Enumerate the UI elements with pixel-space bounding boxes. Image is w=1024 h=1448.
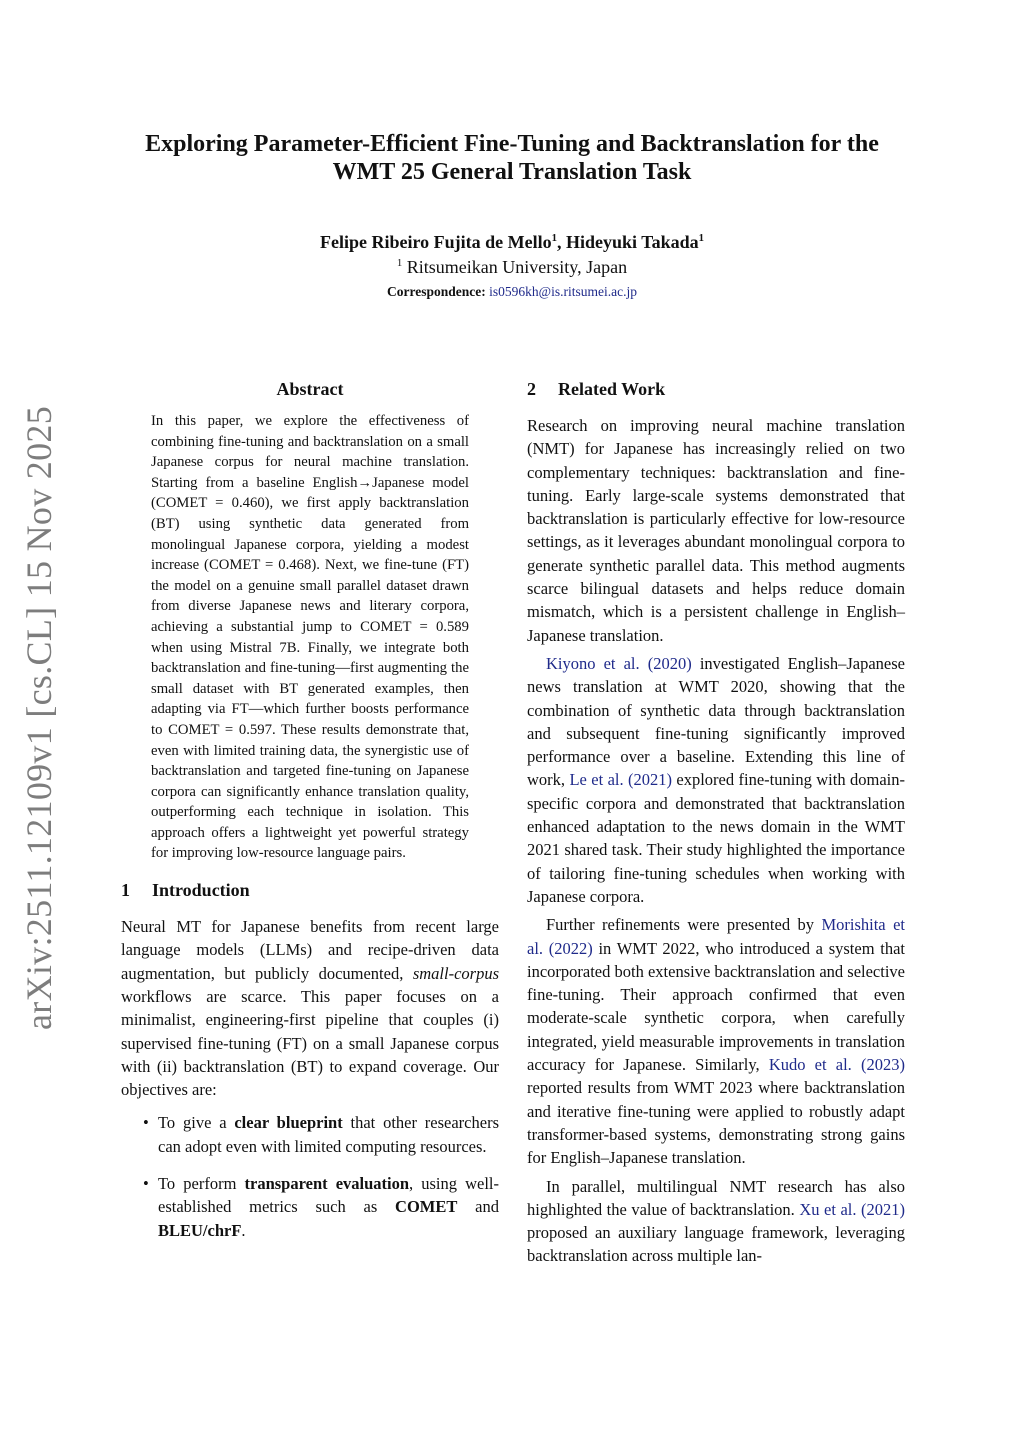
author-separator: , [557,232,567,252]
text-run: reported results from WMT 2023 where backtranslation and iterative fine-tuning were applied to robustly adapt transformer-based systems, demonstrating strong gains for English–Japanese translation. [527,1078,905,1168]
section-title: Introduction [152,880,250,901]
text-run: proposed an auxiliary language framework, leveraging backtranslation across multiple lan- [527,1223,905,1266]
left-column [121,374,499,1256]
list-item [121,1172,499,1242]
text-run: To perform [158,1174,245,1194]
bullet-icon: • [143,1113,149,1133]
text-run: In parallel, multilingual NMT research has also highlighted the value of backtranslation. [527,1176,905,1219]
text-run: To give a [158,1113,235,1133]
correspondence-email-link[interactable]: is0596kh@is.ritsumei.ac.jp [489,284,637,299]
citation-link[interactable]: Morishita et al. (2022) [527,915,905,958]
text-run: that other researchers can adopt even with limited computing resources. [158,1113,499,1156]
section-title: Related Work [558,379,666,399]
section-heading-introduction [121,879,499,901]
section-heading-related-work [527,378,905,400]
affiliation-text: Ritsumeikan University, Japan [402,257,628,277]
section-number: 1 [121,880,130,901]
title-line-2: WMT 25 General Translation Task [332,159,692,185]
related-paragraph-1: Research on improving neural machine translation (NMT) for Japanese has increasingly relied on two complementary techniques: backtranslation and fine-tuning. Early large-scale systems demonstrated that backtranslation is particularly effective for low-resource settings, as it leverages abundant monolingual corpora to generate synthetic parallel data. This method augments scarce bilingual datasets and helps reduce domain mismatch, which is a persistent challenge in English–Japanese translation. [527,416,905,645]
citation-link[interactable]: Kudo et al. (2023) [768,1055,905,1075]
intro-paragraph [121,915,499,1101]
related-paragraph-4 [527,1175,905,1268]
author-affil-sup: 1 [551,232,558,244]
related-paragraph-3 [527,913,905,1169]
abstract-heading: Abstract [276,379,344,399]
right-column [527,374,905,1268]
bold-text: clear blueprint [234,1113,343,1133]
text-run: in WMT 2022, who introduced a system that incorporated both extensive backtranslation and selective fine-tuning. Their approach confirmed that even moderate-scale synthetic corpora, when carefully integrated, yield measurable improvements in translation accuracy for Japanese. Similarly, [527,938,905,1075]
affiliation [0,256,1024,278]
text-run: investigated English–Japanese news translation at WMT 2020, showing that the combination of synthetic data through backtranslation and subsequent fine-tuning significantly improved performance over a baseline. Extending this line of work, [527,653,905,790]
abstract-text: In this paper, we explore the effectiveness of combining fine-tuning and backtranslation on a small Japanese corpus for neural machine translation. Starting from a baseline English→Japanese model (COMET = 0.460), we first apply backtranslation (BT) using synthetic data generated from monolingual Japanese corpora, yielding a modest increase (COMET = 0.468). Next, we fine-tune (FT) the model on a genuine small parallel dataset drawn from diverse Japanese news and literary corpora, achieving a substantial jump to COMET = 0.589 when using Mistral 7B. Finally, we integrate both backtranslation and fine-tuning—first augmenting the small dataset with BT generated examples, then adapting via FT—which further boosts performance to COMET = 0.597. These results demonstrate that, even with limited training data, the synergistic use of backtranslation and targeted fine-tuning on Japanese corpora can significantly enhance translation quality, outperforming each technique in isolation. This approach offers a lightweight yet powerful strategy for improving low-resource language pairs. [151,413,469,862]
author-affil-sup: 1 [698,232,705,244]
text-run: . [241,1220,246,1240]
citation-link[interactable]: Kiyono et al. (2020) [546,653,692,673]
title-line-1: Exploring Parameter-Efficient Fine-Tuning and Backtranslation for the [145,131,879,157]
objectives-list [121,1111,499,1241]
citation-link[interactable]: Xu et al. (2021) [799,1199,905,1219]
paper-title [0,130,1024,186]
correspondence-label: Correspondence: [387,284,486,299]
bullet-icon: • [143,1174,149,1194]
text-run: and [457,1197,500,1217]
text-run: Neural MT for Japanese benefits from recent large language models (LLMs) and recipe-driven data augmentation, but publicly documented, [121,917,499,983]
author-name: Felipe Ribeiro Fujita de Mello [319,232,552,252]
emphasis-text: small-corpus [412,963,499,983]
text-run: Further refinements were presented by [546,915,822,935]
correspondence [0,283,1024,301]
list-item [121,1111,499,1158]
author-name: Hideyuki Takada [566,232,699,252]
affiliation-sup: 1 [396,257,403,269]
text-run: explored fine-tuning with domain-specific corpora and demonstrated that backtranslation enhanced adaptation to the news domain in the WMT 2021 shared task. Their study highlighted the importance of tailoring fine-tuning schedules when working with Japanese corpora. [527,770,905,906]
arxiv-stamp: arXiv:2511.12109v1 [cs.CL] 15 Nov 2025 [19,406,59,1030]
related-paragraph-2 [527,652,905,908]
bold-text: COMET [395,1197,458,1217]
author-list [0,231,1024,253]
text-run: , using well-established metrics such as [158,1174,499,1217]
bold-text: BLEU/chrF [158,1220,242,1240]
section-number: 2 [527,379,536,399]
bold-text: transparent evaluation [244,1174,410,1194]
citation-link[interactable]: Le et al. (2021) [569,770,672,790]
text-run: workflows are scarce. This paper focuses on a minimalist, engineering-first pipeline that couples (i) supervised fine-tuning (FT) on a small Japanese corpus with (ii) backtranslation (BT) to expand coverage. Our objectives are: [121,986,499,1100]
